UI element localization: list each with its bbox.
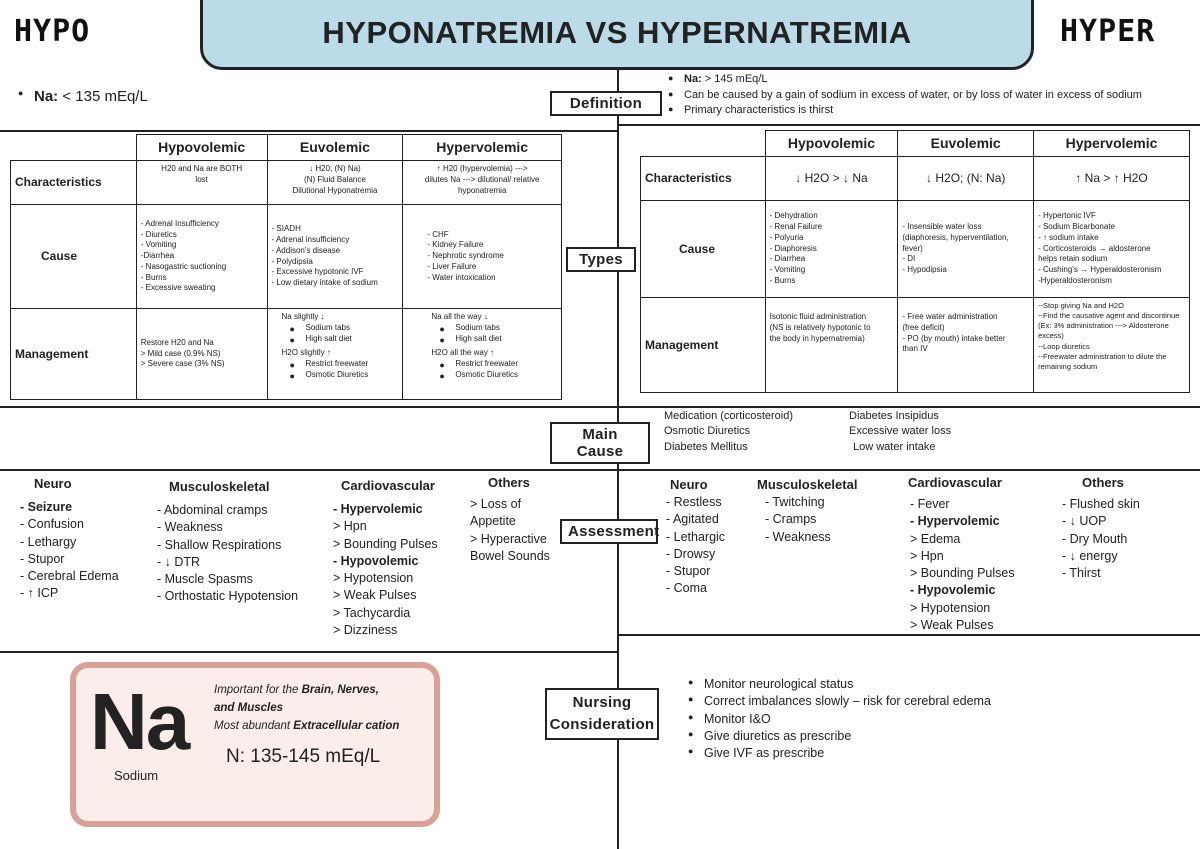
- hypo-corner-label: HYPO: [14, 14, 91, 49]
- main-cause-label: Main Cause: [550, 422, 650, 464]
- main-cause-right-list: Diabetes Insipidus Excessive water loss Low water intake: [849, 410, 952, 453]
- sodium-normal-range: N: 135-145 mEq/L: [226, 746, 381, 767]
- hyper-definition: ● Na: > 145 mEq/L ● Can be caused by a gain of sodium in excess of water, or by loss of water in excess of sodium ● Primary characteristics is thirst: [668, 72, 1142, 119]
- hyper-assess-neuro: Neuro - Restless - Agitated - Lethargic - Drowsy - Stupor - Coma: [666, 477, 726, 596]
- hypo-definition: ● Na: < 135 mEq/L: [18, 88, 148, 105]
- hyper-cause-hypervolemic: - Hypertonic IVF - Sodium Bicarbonate - ↑ sodium intake - Corticosteroids → aldosterone helps retain sodium - Cushing's → Hyperaldosteronism -Hyperaldosteronism: [1034, 201, 1190, 298]
- assessment-label: Assessment: [560, 519, 658, 544]
- types-bottom-line: [0, 406, 1200, 408]
- hyper-col-hypervolemic: Hypervolemic: [1034, 131, 1190, 157]
- types-top-line-right: [617, 124, 1200, 126]
- hyper-cause-hypovolemic: - Dehydration - Renal Failure - Polyuria - Diaphoresis - Diarrhea - Vomiting - Burns: [765, 201, 898, 298]
- hypo-cause-euvolemic: - SIADH - Adrenal insufficiency - Addison's disease - Polydipsia - Excessive hypotonic IVF - Low dietary intake of sodium: [267, 205, 403, 309]
- hypo-assess-cardiovascular: Cardiovascular - Hypervolemic > Hpn > Bounding Pulses - Hypovolemic > Hypotension > Weak Pulses > Tachycardia > Dizziness: [333, 478, 438, 637]
- hyper-char-hypervolemic: ↑ Na > ↑ H2O: [1034, 157, 1190, 201]
- hypo-row-management: Management: [11, 309, 137, 400]
- hyper-assess-musculoskeletal: Musculoskeletal - Twitching - Cramps - Weakness: [757, 477, 858, 544]
- definition-label: Definition: [550, 91, 662, 116]
- main-cause-left-list: Medication (corticosteroid) Osmotic Diuretics Diabetes Mellitus: [664, 410, 793, 453]
- hyper-mgmt-euvolemic: - Free water administration (free deficit) - PO (by mouth) intake better than IV: [898, 298, 1034, 393]
- sodium-name: Sodium: [114, 768, 159, 783]
- nursing-list: ● Monitor neurological status ● Correct imbalances slowly – risk for cerebral edema ● Monitor I&O ● Give diuretics as prescribe ● Give IVF as prescribe: [688, 676, 991, 762]
- hyper-col-hypovolemic: Hypovolemic: [765, 131, 898, 157]
- sodium-card: [70, 662, 440, 827]
- hypo-row-cause: Cause: [11, 205, 137, 309]
- hypo-char-euvolemic: ↓ H20; (N) Na) (N) Fluid Balance Dilutional Hyponatremia: [267, 161, 403, 205]
- hypo-mgmt-euvolemic: Na slightly ↓ ● Sodium tabs ● High salt diet H2O slightly ↑ ● Restrict freewater ● Osmotic Diuretics: [267, 309, 403, 400]
- hyper-mgmt-hypervolemic: --Stop giving Na and H2O --Find the causative agent and discontinue (Ex: 3% administration ---> Aldosterone excess) --Loop diuretics --Freewater administration to dilute the remaining sodium: [1034, 298, 1190, 393]
- assessment-bottom-line-left: [0, 651, 617, 653]
- hyper-row-cause: Cause: [641, 201, 766, 298]
- hypo-assess-musculoskeletal: Musculoskeletal - Abdominal cramps - Weakness - Shallow Respirations - ↓ DTR - Muscle Spasms - Orthostatic Hypotension: [157, 479, 299, 604]
- hypo-cause-hypervolemic: - CHF - Kidney Failure - Nephrotic syndrome - Liver Failure - Water intoxication: [403, 205, 562, 309]
- hyper-row-management: Management: [641, 298, 766, 393]
- hypo-row-characteristics: Characteristics: [11, 161, 137, 205]
- hypo-char-hypervolemic: ↑ H20 (hypervolemia) ---> dilutes Na ---> dilutional/ relative hyponatremia: [403, 161, 562, 205]
- sodium-symbol: Na: [90, 677, 189, 766]
- hypo-mgmt-hypervolemic: Na all the way ↓ ● Sodium tabs ● High salt diet H2O all the way ↑ ● Restrict freewater ● Osmotic Diuretics: [403, 309, 562, 400]
- types-label: Types: [566, 247, 636, 272]
- assessment-bottom-line-right: [617, 634, 1200, 636]
- hyper-assess-others: Others - Flushed skin - ↓ UOP - Dry Mouth - ↓ energy - Thirst: [1062, 475, 1140, 580]
- hypo-types-table: [10, 134, 562, 400]
- hyper-cause-euvolemic: - Insensible water loss (diaphoresis, hyperventilation, fever) - DI - Hypodipsia: [898, 201, 1034, 298]
- hypo-cause-hypovolemic: - Adrenal Insufficiency - Diuretics - Vomiting -Diarrhea - Nasogastric suctioning - Burns - Excessive sweating: [136, 205, 267, 309]
- hyper-char-hypovolemic: ↓ H2O > ↓ Na: [765, 157, 898, 201]
- page-title: HYPONATREMIA VS HYPERNATREMIA: [200, 0, 1034, 70]
- sodium-facts: Important for the Brain, Nerves, and Muscles Most abundant Extracellular cation: [214, 684, 400, 732]
- assessment-top-line: [0, 469, 1200, 471]
- hypo-assess-others: Others > Loss of Appetite > Hyperactive Bowel Sounds: [470, 475, 550, 563]
- hyper-types-table: [640, 130, 1190, 393]
- hyper-assess-cardiovascular: Cardiovascular - Fever - Hypervolemic > Edema > Hpn > Bounding Pulses - Hypovolemic > Hypotension > Weak Pulses: [908, 475, 1015, 632]
- hypo-mgmt-hypovolemic: Restore H20 and Na > Mild case (0.9% NS) > Severe case (3% NS): [136, 309, 267, 400]
- hyper-char-euvolemic: ↓ H2O; (N: Na): [898, 157, 1034, 201]
- hypo-col-hypovolemic: Hypovolemic: [136, 135, 267, 161]
- types-top-line-left: [0, 130, 617, 132]
- hypo-char-hypovolemic: H20 and Na are BOTH lost: [136, 161, 267, 205]
- hyper-corner-label: HYPER: [1060, 14, 1156, 49]
- hypo-col-hypervolemic: Hypervolemic: [403, 135, 562, 161]
- hyper-mgmt-hypovolemic: Isotonic fluid administration (NS is relatively hypotonic to the body in hypernatremia): [765, 298, 898, 393]
- hypo-assess-neuro: Neuro - Seizure - Confusion - Lethargy - Stupor - Cerebral Edema - ↑ ICP: [20, 476, 119, 601]
- hypo-col-euvolemic: Euvolemic: [267, 135, 403, 161]
- nursing-consideration-label: Nursing Consideration: [545, 688, 659, 740]
- hyper-row-characteristics: Characteristics: [641, 157, 766, 201]
- hyper-col-euvolemic: Euvolemic: [898, 131, 1034, 157]
